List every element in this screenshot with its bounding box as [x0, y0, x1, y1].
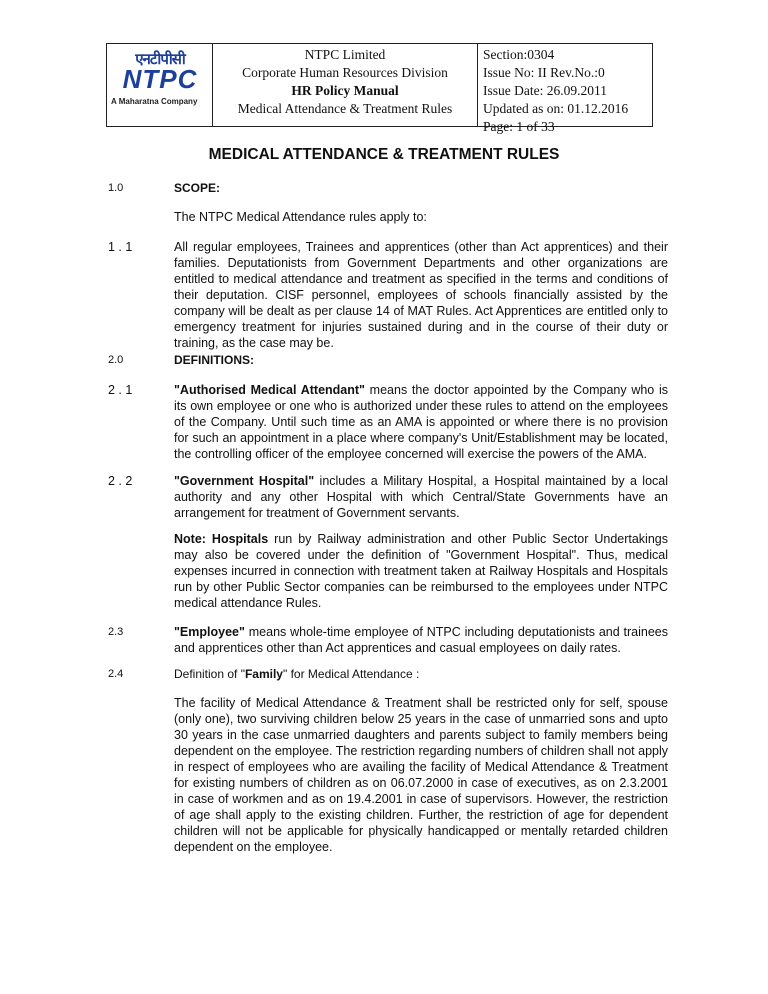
logo-brand-text: NTPC: [122, 64, 198, 94]
note-label: Note: Hospitals: [174, 532, 269, 546]
family-heading-prefix: Definition of ": [174, 667, 245, 681]
logo-hindi-text: एनटीपीसी: [135, 50, 185, 68]
division-name: Corporate Human Resources Division: [242, 65, 448, 80]
issue-date: Issue Date: 26.09.2011: [483, 83, 607, 98]
manual-name: HR Policy Manual: [291, 83, 399, 98]
paragraph-2-3: [174, 624, 668, 656]
logo-cell: [107, 44, 213, 126]
scope-intro: The NTPC Medical Attendance rules apply to:: [174, 210, 427, 224]
section-heading-definitions: DEFINITIONS:: [174, 353, 254, 367]
page-indicator: Page: 1 of 33: [483, 119, 555, 134]
section-heading-scope: SCOPE:: [174, 181, 221, 195]
term-family: Family: [244, 667, 283, 681]
definition-2-1: means the doctor appointed by the Company who is its own employee or one who is authorized under these rules to attend on the employees of the Company. Until such time as an AMA is appointed or where there is no provision for such an appointment in a place where company's Unit/Establishment may be located, the controlling officer of the employee concerned will exercise the powers of the AMA.: [174, 383, 668, 461]
paragraph-2-4: The facility of Medical Attendance & Treatment shall be restricted only for self, spouse (only one), two surviving children below 25 years in the case of unmarried sons and upto 30 years in the case unmarried daughters and parents subject to family members being dependent on the employee. The restriction regarding numbers of children shall not apply in respect of employees who are availing the facility of Medical Attendance & Treatment for existing numbers of children as on 06.07.2000 in case of executives, as on 2.3.2001 in case of workmen and as on 19.4.2001 in case of supervisors. However, the restriction of age shall apply to the existing children. Further, the restriction of age for dependent children will not be applicable for physically handicapped or mentally retarded children dependent on the employee.: [174, 696, 668, 854]
section-number-2: 2.0: [108, 354, 124, 366]
term-authorised-medical-attendant: "Authorised Medical Attendant": [174, 383, 365, 397]
issue-number: Issue No: II Rev.No.:0: [483, 65, 605, 80]
term-employee: "Employee": [174, 625, 245, 639]
paragraph-2-4-heading: [174, 666, 668, 682]
term-government-hospital: "Government Hospital": [174, 474, 315, 488]
note-text: run by Railway administration and other Public Sector Undertakings may also be covered under the definition of "Government Hospital". Thus, medical expenses incurred in connection with treatment taken at Railway Hospitals and Hospitals run by other Public Sector companies can be reimbursed to the employees under NTPC medical attendance Rules.: [174, 532, 668, 610]
paragraph-1-1: All regular employees, Trainees and apprentices (other than Act apprentices) and their families. Deputationists from Government Departments and other organizations are entitled to medical attendance and treatment as specified in the terms and conditions of their deputation. CISF personnel, employees of schools financially assisted by the company will be dealt as per clause 14 of MAT Rules. Act Apprentices are entitled only to emergency treatment for injuries sustained during and in the course of their duty or training, as the case may be.: [174, 240, 668, 350]
section-number-1-1: 1 . 1: [108, 240, 133, 254]
section-number-2-1: 2 . 1: [108, 383, 133, 397]
family-heading-suffix: " for Medical Attendance :: [282, 667, 420, 681]
rules-name: Medical Attendance & Treatment Rules: [237, 101, 453, 116]
section-number-2-3: 2.3: [108, 626, 124, 638]
definition-2-3: means whole-time employee of NTPC including deputationists and trainees and apprentices other than Act apprentices and casual employees on daily rates.: [174, 625, 668, 655]
paragraph-2-2: [174, 473, 668, 521]
section-number-2-2: 2 . 2: [108, 474, 133, 488]
note-paragraph: [174, 531, 668, 611]
definition-2-2: includes a Military Hospital, a Hospital maintained by a local authority and any other Hospital with which Central/State Governments have an arrangement for treatment of Government servants.: [174, 474, 669, 520]
logo-tagline: A Maharatna Company: [111, 97, 198, 106]
document-title: MEDICAL ATTENDANCE & TREATMENT RULES: [208, 146, 560, 163]
header-table: [106, 43, 653, 134]
header-right-cell: [478, 44, 652, 134]
section-number: Section:0304: [483, 47, 555, 62]
section-number-1: 1.0: [108, 182, 124, 194]
company-name: NTPC Limited: [304, 47, 386, 62]
section-number-2-4: 2.4: [108, 668, 124, 680]
ntpc-logo: [119, 49, 201, 93]
header-center-cell: [213, 44, 478, 126]
updated-date: Updated as on: 01.12.2016: [483, 101, 629, 116]
paragraph-2-1: [174, 382, 668, 462]
